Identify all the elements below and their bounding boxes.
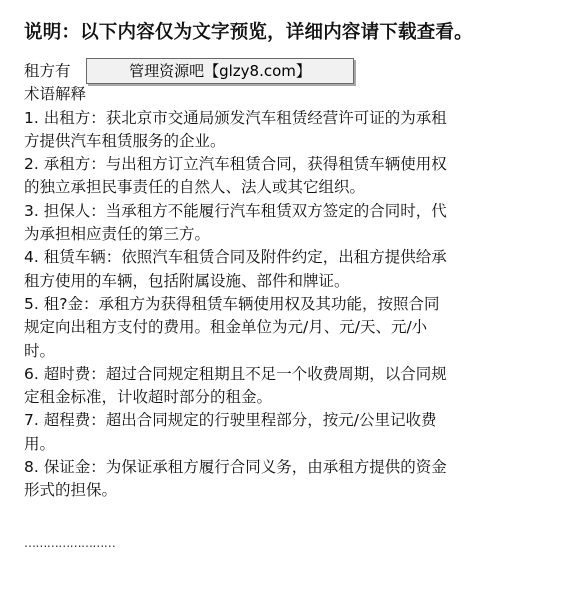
term-line: 规定向出租方支付的费用。租金单位为元/月、元/天、元/小 (24, 318, 428, 337)
term-item (24, 153, 556, 200)
watermark-banner: 管理资源吧【glzy8.com】 (86, 58, 354, 84)
term-item (24, 246, 556, 293)
term-line: 方提供汽车租赁服务的企业。 (24, 131, 226, 150)
term-line: 1. 出租方：获北京市交通局颁发汽车租赁经营许可证的为承租 (24, 108, 447, 127)
term-line: 为承担相应责任的第三方。 (24, 225, 211, 244)
term-item (24, 363, 556, 410)
term-line: 租方使用的车辆，包括附属设施、部件和牌证。 (24, 271, 350, 290)
term-line: 5. 租?金：承租方为获得租赁车辆使用权及其功能，按照合同 (24, 294, 440, 313)
term-item (24, 200, 556, 247)
term-line: 3. 担保人：当承租方不能履行汽车租赁双方签定的合同时，代 (24, 201, 447, 220)
term-item (24, 456, 556, 503)
preview-notice: 说明：以下内容仅为文字预览，详细内容请下载查看。 (24, 22, 473, 43)
term-line: 用。 (24, 434, 56, 453)
term-line: 时。 (24, 341, 56, 360)
document-body (24, 60, 556, 503)
term-line: 7. 超程费：超出合同规定的行驶里程部分，按元/公里记收费 (24, 411, 437, 430)
continuation-dots: …………………… (24, 536, 116, 550)
term-line: 的独立承担民事责任的自然人、法人或其它组织。 (24, 178, 366, 197)
truncated-line: 租方有 (24, 62, 71, 80)
term-line: 6. 超时费：超过合同规定租期且不足一个收费周期，以合同规 (24, 364, 447, 383)
term-line: 2. 承租方：与出租方订立汽车租赁合同，获得租赁车辆使用权 (24, 155, 447, 174)
term-item (24, 107, 556, 154)
term-line: 定租金标准，计收超时部分的租金。 (24, 388, 273, 407)
term-item (24, 293, 556, 363)
term-line: 8. 保证金：为保证承租方履行合同义务，由承租方提供的资金 (24, 458, 447, 477)
term-item (24, 409, 556, 456)
term-line: 形式的担保。 (24, 481, 118, 500)
term-line: 4. 租赁车辆：依照汽车租赁合同及附件约定，出租方提供给承 (24, 248, 447, 267)
section-heading: 术语解释 (24, 85, 87, 104)
